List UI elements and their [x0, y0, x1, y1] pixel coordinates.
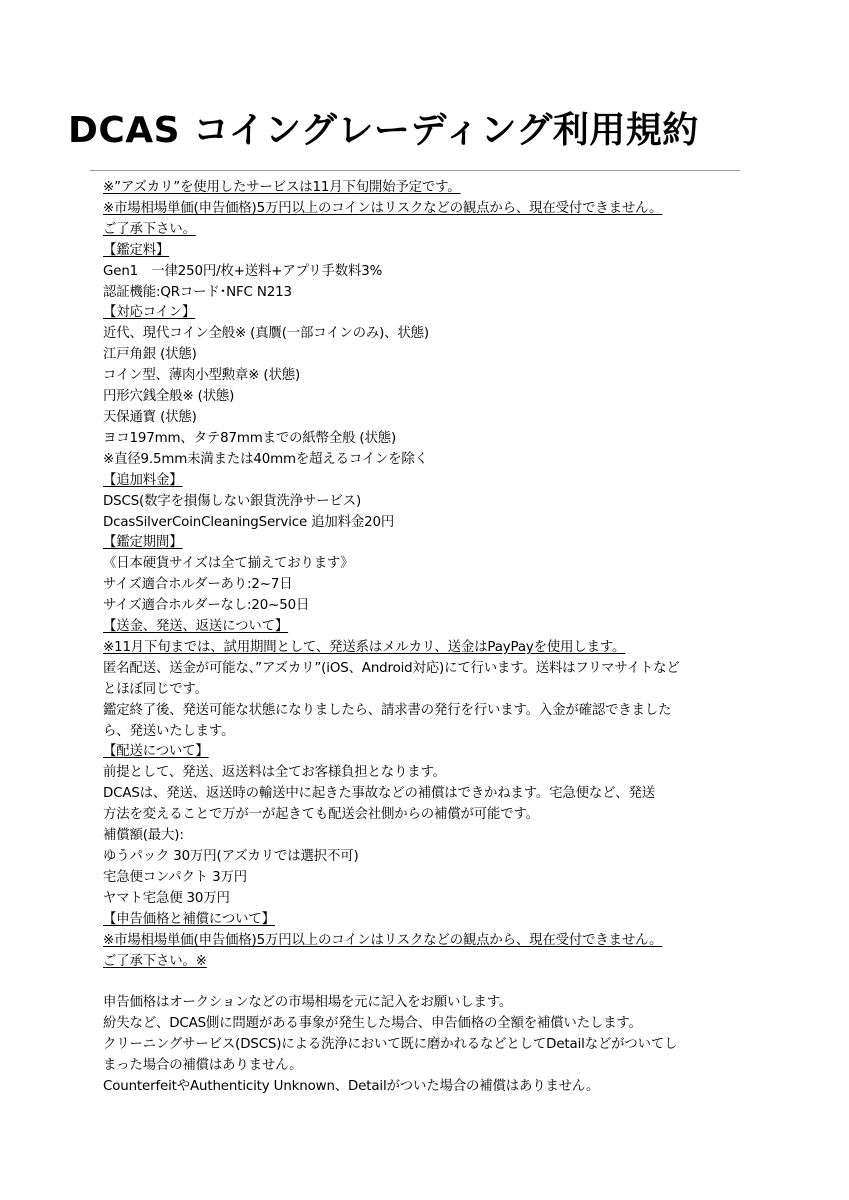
- text-line: ※市場相場単価(申告価格)5万円以上のコインはリスクなどの観点から、現在受付できません。: [103, 932, 663, 948]
- text-line: 補償額(最大):: [103, 828, 184, 844]
- text-line: DSCS(数字を損傷しない銀貨洗浄サービス): [103, 493, 362, 509]
- text-line: クリーニングサービス(DSCS)による洗浄において既に磨かれるなどとしてDetailなどがついてし: [103, 1037, 678, 1053]
- text-line: ヨコ197mm、タテ87mmまでの紙幣全般 (状態): [103, 430, 397, 446]
- text-line: サイズ適合ホルダーあり:2~7日: [103, 577, 293, 593]
- text-line: 円形穴銭全般※ (状態): [103, 389, 235, 405]
- text-line: ら、発送いたします。: [103, 723, 235, 739]
- section-heading: 【配送について】: [103, 744, 209, 760]
- text-line: ※直径9.5mm未満または40mmを超えるコインを除く: [103, 451, 428, 467]
- section-heading: 【鑑定料】: [103, 242, 170, 258]
- text-line: 鑑定終了後、発送可能な状態になりましたら、請求書の発行を行います。入金が確認できました: [103, 702, 672, 718]
- section-heading: 【申告価格と補償について】: [103, 911, 275, 927]
- text-line: CounterfeitやAuthenticity Unknown、Detailがついた場合の補償はありません。: [103, 1078, 600, 1094]
- text-line: 《日本硬貨サイズは全て揃えております》: [103, 556, 354, 572]
- text-line: 匿名配送、送金が可能な、”アズカリ”(iOS、Android対応)にて行います。送料はフリマサイトなど: [103, 660, 680, 676]
- text-line: 認証機能:QRコード･NFC N213: [103, 284, 292, 300]
- text-line: 天保通寳 (状態): [103, 409, 197, 425]
- text-line: 申告価格はオークションなどの市場相場を元に記入をお願いします。: [103, 995, 513, 1011]
- text-line: 近代、現代コイン全般※ (真贋(一部コインのみ)、状態): [103, 326, 429, 342]
- section-heading: 【追加料金】: [103, 472, 183, 488]
- text-line: DCASは、発送、返送時の輸送中に起きた事故などの補償はできかねます。宅急便など、発送: [103, 786, 656, 802]
- text-line: Gen1 一律250円/枚+送料+アプリ手数料3%: [103, 263, 383, 279]
- text-line: ※”アズカリ”を使用したサービスは11月下旬開始予定です。: [103, 180, 461, 195]
- text-line: とほぼ同じです。: [103, 681, 208, 697]
- section-heading: 【送金、発送、返送について】: [103, 619, 289, 635]
- text-line: ゆうパック 30万円(アズカリでは選択不可): [103, 849, 359, 864]
- text-line: DcasSilverCoinCleaningService 追加料金20円: [103, 514, 395, 530]
- text-line: ※11月下旬までは、試用期間として、発送系はメルカリ、送金はPayPayを使用します。: [103, 639, 626, 655]
- text-line: コイン型、薄肉小型勲章※ (状態): [103, 368, 301, 384]
- blank-line: [103, 972, 748, 993]
- document-title: DCAS コイングレーディング利用規約: [68, 110, 699, 151]
- text-line: 宅急便コンパクト 3万円: [103, 869, 247, 885]
- text-line: 前提として、発送、返送料は全てお客様負担となります。: [103, 765, 446, 781]
- text-line: サイズ適合ホルダーなし:20~50日: [103, 598, 310, 614]
- section-heading: 【対応コイン】: [103, 305, 196, 321]
- text-line: ご了承下さい。※: [103, 953, 207, 969]
- title-divider: [90, 170, 740, 171]
- text-line: まった場合の補償はありません。: [103, 1058, 303, 1074]
- text-line: 紛失など、DCAS側に問題がある事象が発生した場合、申告価格の全額を補償いたします。: [103, 1016, 642, 1032]
- terms-body: [103, 178, 748, 1098]
- text-line: 江戸角銀 (状態): [103, 347, 197, 363]
- text-line: ※市場相場単価(申告価格)5万円以上のコインはリスクなどの観点から、現在受付できません。: [103, 200, 663, 216]
- section-heading: 【鑑定期間】: [103, 535, 183, 551]
- text-line: ご了承下さい。: [103, 221, 196, 237]
- text-line: 方法を変えることで万が一が起きても配送会社側からの補償が可能です。: [103, 807, 539, 823]
- text-line: ヤマト宅急便 30万円: [103, 890, 230, 906]
